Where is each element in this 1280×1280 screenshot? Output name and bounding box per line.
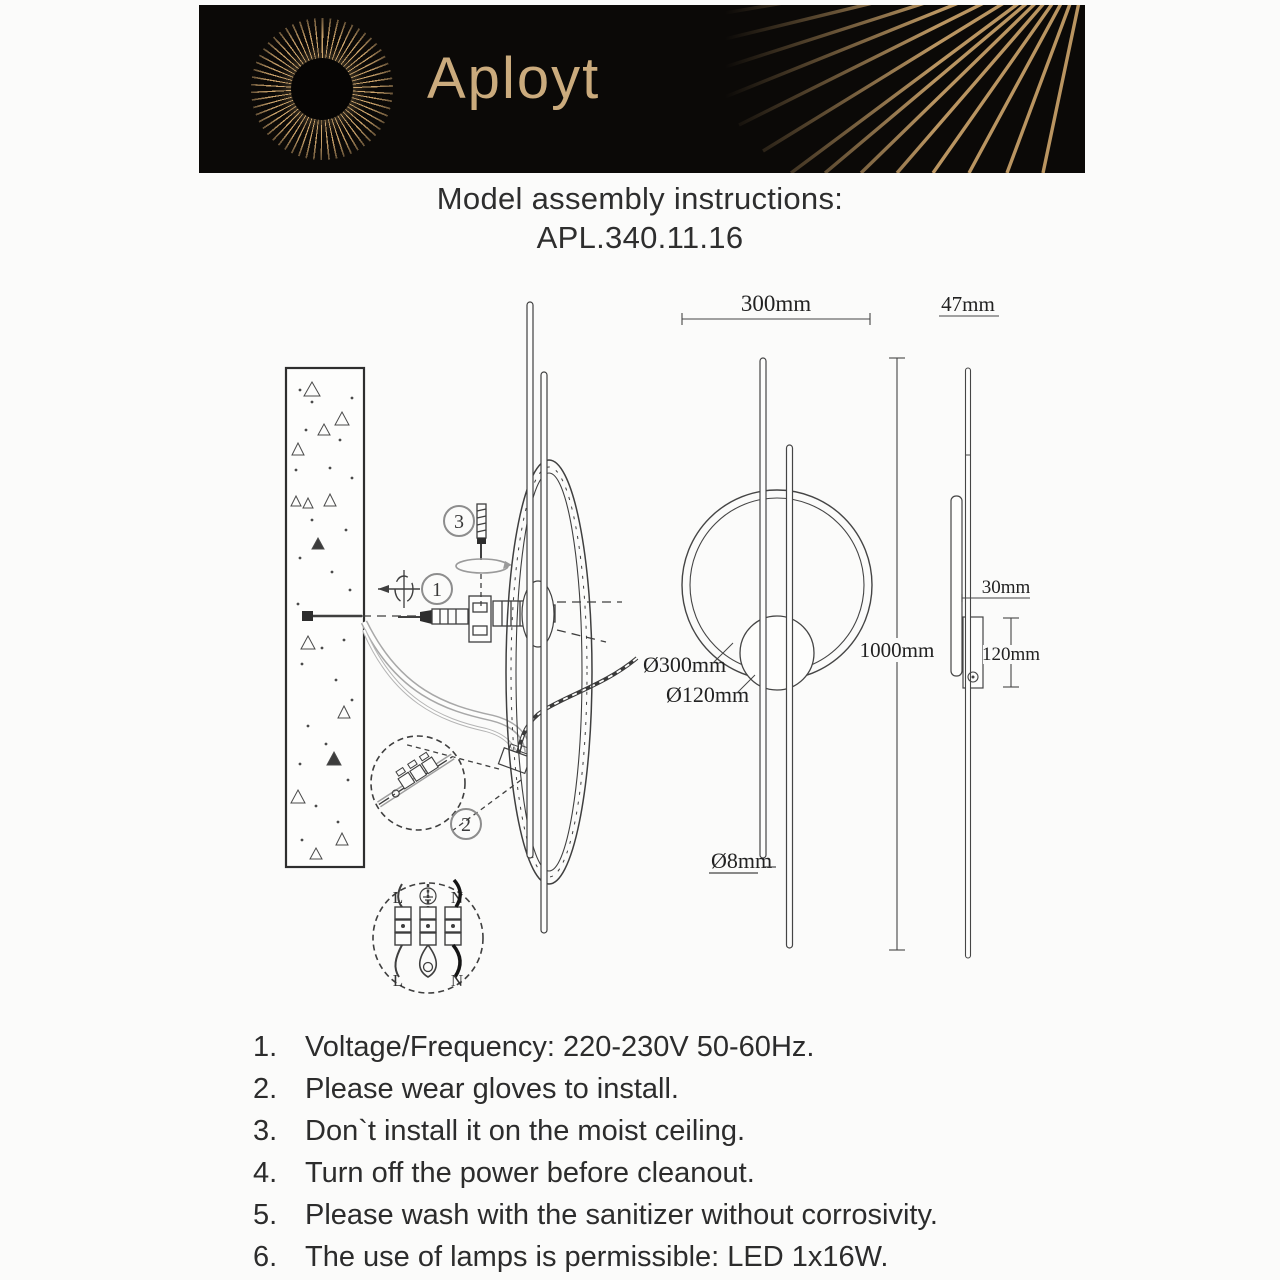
ring-side <box>951 496 962 676</box>
instruction-item <box>253 1236 938 1278</box>
wiring-bottom-left-label: L <box>392 971 404 990</box>
rotate-icon <box>378 570 420 608</box>
callout-1 <box>422 574 452 604</box>
instruction-item <box>253 1194 938 1236</box>
callout-2-label: 2 <box>461 814 471 836</box>
instructions-list <box>253 1026 938 1278</box>
instruction-item <box>253 1026 938 1068</box>
instruction-text: The use of lamps is permissible: LED 1x16W. <box>305 1241 889 1273</box>
instruction-text: Turn off the power before cleanout. <box>305 1157 755 1189</box>
offset-dimension-label: 30mm <box>981 577 1031 598</box>
assembly-view <box>286 302 637 993</box>
sphere-diameter-label: Ø120mm <box>666 682 750 707</box>
front-view <box>643 291 934 950</box>
rod-front-long <box>760 358 766 858</box>
callout-1-label: 1 <box>432 579 442 601</box>
instruction-number: 5. <box>253 1199 278 1231</box>
wires <box>364 622 637 773</box>
instruction-number: 2. <box>253 1073 278 1105</box>
instruction-number: 4. <box>253 1157 278 1189</box>
ring-diameter-label: Ø300mm <box>643 652 727 677</box>
rod-side <box>966 368 971 958</box>
instruction-item <box>253 1152 938 1194</box>
side-view <box>939 292 1040 958</box>
instruction-text: Voltage/Frequency: 220-230V 50-60Hz. <box>305 1031 815 1063</box>
terminal-block <box>395 907 461 945</box>
rod-front-short <box>787 445 793 948</box>
callout-3-label: 3 <box>454 511 464 533</box>
instruction-item <box>253 1068 938 1110</box>
callout-2 <box>451 809 481 839</box>
rod-diameter-label: Ø8mm <box>711 848 773 873</box>
height-dimension-label: 1000mm <box>859 638 935 662</box>
model-number: APL.340.11.16 <box>536 220 744 255</box>
instruction-text: Please wash with the sanitizer without corrosivity. <box>305 1199 938 1231</box>
brand-name: Aployt <box>427 46 601 111</box>
instruction-item <box>253 1110 938 1152</box>
bracket-height-label: 120mm <box>981 644 1041 665</box>
led-rod-long <box>527 302 533 858</box>
width-dimension-label: 300mm <box>740 291 812 316</box>
wiring-top-left-label: L <box>392 888 404 907</box>
instruction-number: 3. <box>253 1115 278 1147</box>
mount-screw <box>456 504 512 608</box>
instruction-number: 6. <box>253 1241 278 1273</box>
depth-dimension-label: 47mm <box>941 292 995 316</box>
wiring-top-right-label: N <box>450 888 464 907</box>
led-rod-short <box>541 372 547 933</box>
wiring-bottom-right-label: N <box>450 971 464 990</box>
instruction-number: 1. <box>253 1031 278 1063</box>
callout-3 <box>444 506 474 536</box>
title-line1: Model assembly instructions: <box>436 181 844 216</box>
instruction-text: Don`t install it on the moist ceiling. <box>305 1115 746 1147</box>
instruction-text: Please wear gloves to install. <box>305 1073 679 1105</box>
wire-detail-bubble <box>369 736 521 839</box>
wiring-diagram-bubble <box>373 880 483 993</box>
